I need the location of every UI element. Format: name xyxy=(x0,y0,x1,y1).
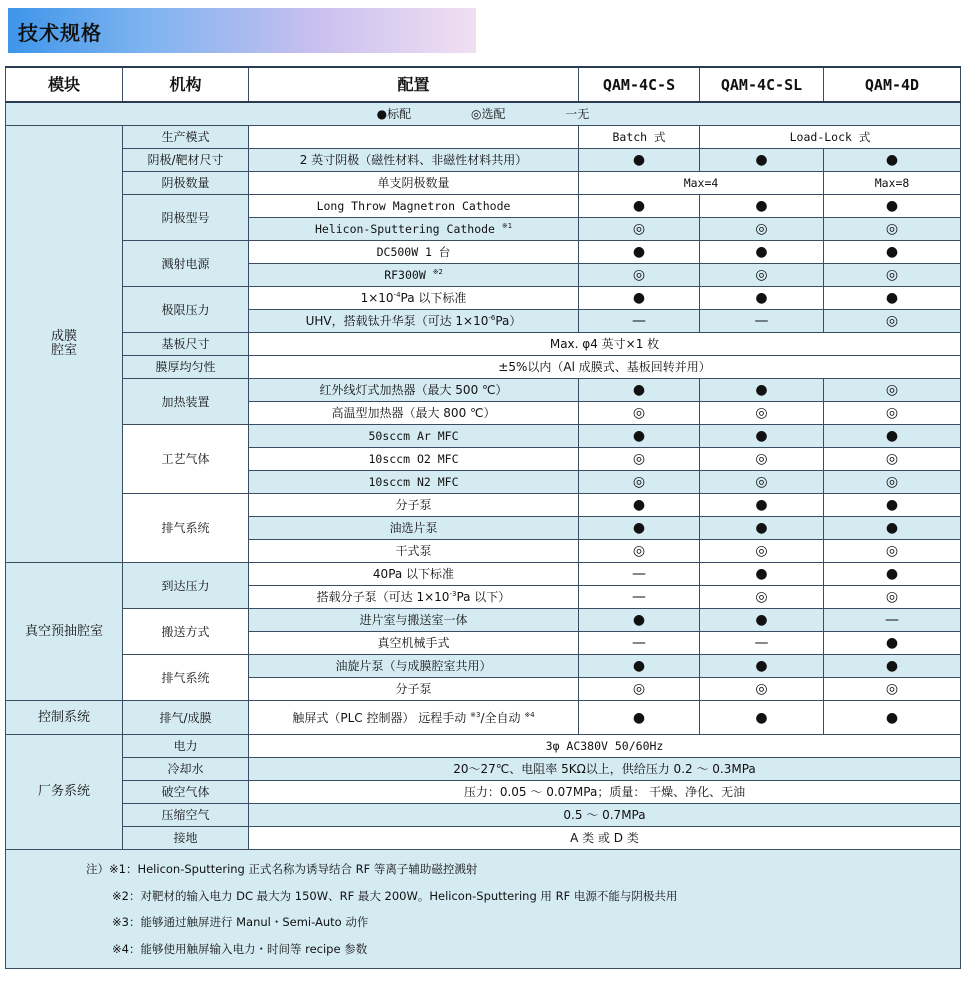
mech-label: 生产模式 xyxy=(123,126,249,149)
table-row xyxy=(6,172,961,195)
value-cell: ● xyxy=(579,517,700,540)
table-row xyxy=(6,827,961,850)
value-cell: Max=4 xyxy=(579,172,824,195)
value-cell: ◎ xyxy=(824,586,961,609)
value-cell: ● xyxy=(579,425,700,448)
note-4: ※4：能够使用触屏输入电力・时间等 recipe 参数 xyxy=(112,941,368,956)
value-cell: — xyxy=(579,310,700,333)
section-title: 技术规格 xyxy=(18,21,102,45)
config-text: Helicon-Sputtering Cathode xyxy=(314,222,495,236)
value-cell: ◎ xyxy=(824,379,961,402)
config-text: /全自动 xyxy=(480,710,521,725)
table-row xyxy=(6,609,961,632)
mech-label: 破空气体 xyxy=(123,781,249,804)
value-cell: ◎ xyxy=(700,586,824,609)
value-cell: ● xyxy=(824,563,961,586)
config-cell: 压力：0.05 ～ 0.07MPa；质量： 干燥、净化、无油 xyxy=(249,781,961,804)
value-cell: ● xyxy=(700,609,824,632)
value-cell: ● xyxy=(700,241,824,264)
exponent: -4 xyxy=(393,291,401,299)
value-cell: ● xyxy=(824,195,961,218)
mech-label: 阴极型号 xyxy=(123,195,249,241)
group-facility: 厂务系统 xyxy=(6,735,123,850)
value-cell: ◎ xyxy=(700,448,824,471)
config-cell xyxy=(249,586,579,609)
value-cell: ● xyxy=(579,287,700,310)
value-cell: ◎ xyxy=(824,264,961,287)
legend xyxy=(6,102,961,126)
table-row xyxy=(6,563,961,586)
note-2: ※2：对靶材的输入电力 DC 最大为 150W、RF 最大 200W。Helicon-Sputtering 用 RF 电源不能与阴极共用 xyxy=(112,888,678,903)
value-cell: ● xyxy=(579,655,700,678)
config-cell: 分子泵 xyxy=(249,494,579,517)
value-cell: ◎ xyxy=(824,678,961,701)
footnote-ref: ※1 xyxy=(501,222,513,230)
value-cell: ◎ xyxy=(824,471,961,494)
mech-label: 加热装置 xyxy=(123,379,249,425)
header-config: 配置 xyxy=(249,67,579,102)
value-cell: ◎ xyxy=(824,540,961,563)
value-cell: ● xyxy=(579,195,700,218)
mech-label: 压缩空气 xyxy=(123,804,249,827)
value-cell: ◎ xyxy=(579,540,700,563)
value-cell: Batch 式 xyxy=(579,126,700,149)
mech-label: 阴极数量 xyxy=(123,172,249,195)
config-cell: Long Throw Magnetron Cathode xyxy=(249,195,579,218)
footnote-ref: ※4 xyxy=(524,710,535,719)
value-cell: ◎ xyxy=(579,402,700,425)
mech-label: 搬送方式 xyxy=(123,609,249,655)
mech-label: 电力 xyxy=(123,735,249,758)
value-cell: ◎ xyxy=(824,218,961,241)
value-cell: ◎ xyxy=(579,448,700,471)
config-cell: 进片室与搬送室一体 xyxy=(249,609,579,632)
legend-standard: ●标配 xyxy=(376,107,412,121)
value-cell: ◎ xyxy=(579,218,700,241)
mech-label: 溅射电源 xyxy=(123,241,249,287)
footnote-ref: ※2 xyxy=(432,268,443,276)
config-text: RF300W xyxy=(384,268,426,282)
config-cell: A 类 或 D 类 xyxy=(249,827,961,850)
value-cell: ● xyxy=(700,425,824,448)
mech-label: 基板尺寸 xyxy=(123,333,249,356)
value-cell: ● xyxy=(700,149,824,172)
value-cell: — xyxy=(579,632,700,655)
mech-label: 膜厚均匀性 xyxy=(123,356,249,379)
value-cell: ● xyxy=(824,287,961,310)
header-mechanism: 机构 xyxy=(123,67,249,102)
value-cell: ● xyxy=(700,655,824,678)
value-cell: ◎ xyxy=(824,448,961,471)
value-cell: ◎ xyxy=(700,678,824,701)
value-cell: ● xyxy=(700,563,824,586)
table-row xyxy=(6,425,961,448)
table-row xyxy=(6,758,961,781)
config-cell: 10sccm O2 MFC xyxy=(249,448,579,471)
mech-label: 冷却水 xyxy=(123,758,249,781)
value-cell: ◎ xyxy=(579,264,700,287)
table-row xyxy=(6,655,961,678)
mech-label: 排气系统 xyxy=(123,655,249,701)
value-cell: ◎ xyxy=(700,264,824,287)
value-cell: Load-Lock 式 xyxy=(700,126,961,149)
header-model-4c-sl: QAM-4C-SL xyxy=(700,67,824,102)
table-row xyxy=(6,195,961,218)
config-cell: 干式泵 xyxy=(249,540,579,563)
value-cell: — xyxy=(579,586,700,609)
footnote-ref: ※3 xyxy=(470,710,481,719)
table-row xyxy=(6,735,961,758)
value-cell: ● xyxy=(579,701,700,735)
config-text: Pa 以下） xyxy=(456,590,511,604)
value-cell: ● xyxy=(824,241,961,264)
value-cell: ◎ xyxy=(700,218,824,241)
table-row xyxy=(6,241,961,264)
value-cell: ● xyxy=(700,379,824,402)
value-cell: ● xyxy=(824,494,961,517)
value-cell: ● xyxy=(824,655,961,678)
notes-row xyxy=(6,850,961,969)
config-cell: 红外线灯式加热器（最大 500 ℃） xyxy=(249,379,579,402)
value-cell: ◎ xyxy=(700,471,824,494)
mech-label: 极限压力 xyxy=(123,287,249,333)
config-cell: 20～27℃、电阻率 5KΩ以上，供给压力 0.2 ～ 0.3MPa xyxy=(249,758,961,781)
value-cell: ● xyxy=(579,379,700,402)
table-row xyxy=(6,804,961,827)
value-cell: ● xyxy=(824,425,961,448)
config-text: UHV，搭载钛升华泵（可达 1×10 xyxy=(305,314,489,328)
table-row xyxy=(6,356,961,379)
value-cell: ● xyxy=(700,517,824,540)
group-film-chamber-line1: 成膜 xyxy=(50,329,77,344)
value-cell: ● xyxy=(824,632,961,655)
mech-label: 排气系统 xyxy=(123,494,249,563)
config-cell: ±5%以内（Al 成膜式、基板回转并用） xyxy=(249,356,961,379)
mech-label: 接地 xyxy=(123,827,249,850)
config-text: 触屏式（PLC 控制器） 远程手动 xyxy=(292,710,467,725)
mech-label: 工艺气体 xyxy=(123,425,249,494)
config-cell: 高温型加热器（最大 800 ℃） xyxy=(249,402,579,425)
config-text: Pa） xyxy=(495,314,522,328)
value-cell: ● xyxy=(579,494,700,517)
note-3: ※3：能够通过触屏进行 Manul・Semi-Auto 动作 xyxy=(112,915,369,929)
config-cell: 50sccm Ar MFC xyxy=(249,425,579,448)
legend-optional: ◎选配 xyxy=(470,107,506,121)
value-cell: ● xyxy=(700,701,824,735)
note-1: 注）※1：Helicon-Sputtering 正式名称为诱导结合 RF 等离子辅助磁控溅射 xyxy=(86,862,478,876)
value-cell: ● xyxy=(579,609,700,632)
config-cell: 10sccm N2 MFC xyxy=(249,471,579,494)
value-cell: ● xyxy=(700,195,824,218)
value-cell: ◎ xyxy=(824,310,961,333)
group-film-chamber xyxy=(6,126,123,563)
config-cell: 油选片泵 xyxy=(249,517,579,540)
group-vacuum-chamber: 真空预抽腔室 xyxy=(6,563,123,701)
value-cell: ◎ xyxy=(700,402,824,425)
table-row xyxy=(6,701,961,735)
config-text: 搭载分子泵（可达 1×10 xyxy=(316,590,450,604)
value-cell: ● xyxy=(824,701,961,735)
table-row xyxy=(6,379,961,402)
value-cell: ◎ xyxy=(579,471,700,494)
config-cell: 油旋片泵（与成膜腔室共用） xyxy=(249,655,579,678)
header-model-4d: QAM-4D xyxy=(824,67,961,102)
config-cell: DC500W 1 台 xyxy=(249,241,579,264)
config-cell: 单支阴极数量 xyxy=(249,172,579,195)
group-film-chamber-line2: 腔室 xyxy=(50,343,77,358)
header-module: 模块 xyxy=(6,67,123,102)
exponent: -6 xyxy=(488,314,496,322)
section-title-banner xyxy=(8,8,476,53)
table-row xyxy=(6,126,961,149)
config-cell xyxy=(249,287,579,310)
value-cell: ● xyxy=(579,149,700,172)
value-cell: Max=8 xyxy=(824,172,961,195)
mech-label: 排气/成膜 xyxy=(123,701,249,735)
config-cell: 真空机械手式 xyxy=(249,632,579,655)
table-row xyxy=(6,149,961,172)
config-text: Pa 以下标准 xyxy=(400,291,467,305)
value-cell: ◎ xyxy=(700,540,824,563)
spec-table xyxy=(5,66,961,969)
value-cell: — xyxy=(700,310,824,333)
header-model-4c-s: QAM-4C-S xyxy=(579,67,700,102)
notes xyxy=(6,850,961,969)
config-cell: 分子泵 xyxy=(249,678,579,701)
value-cell: — xyxy=(824,609,961,632)
config-cell: 3φ AC380V 50/60Hz xyxy=(249,735,961,758)
mech-label: 到达压力 xyxy=(123,563,249,609)
value-cell: ● xyxy=(824,517,961,540)
value-cell: ◎ xyxy=(824,402,961,425)
group-control: 控制系统 xyxy=(6,701,123,735)
value-cell: — xyxy=(700,632,824,655)
config-text: 1×10 xyxy=(360,291,394,305)
config-cell xyxy=(249,310,579,333)
config-cell xyxy=(249,701,579,735)
config-cell xyxy=(249,218,579,241)
exponent: -3 xyxy=(449,590,457,598)
legend-row xyxy=(6,102,961,126)
table-row xyxy=(6,333,961,356)
config-cell: 0.5 ～ 0.7MPa xyxy=(249,804,961,827)
value-cell: ● xyxy=(700,494,824,517)
value-cell: ● xyxy=(579,241,700,264)
table-row xyxy=(6,494,961,517)
value-cell: ● xyxy=(824,149,961,172)
config-cell: 2 英寸阴极（磁性材料、非磁性材料共用） xyxy=(249,149,579,172)
legend-none: 一无 xyxy=(565,107,590,121)
mech-label: 阴极/靶材尺寸 xyxy=(123,149,249,172)
config-cell xyxy=(249,264,579,287)
value-cell: ● xyxy=(700,287,824,310)
value-cell: ◎ xyxy=(579,678,700,701)
table-row xyxy=(6,781,961,804)
config-cell: 40Pa 以下标准 xyxy=(249,563,579,586)
config-cell: Max. φ4 英寸×1 枚 xyxy=(249,333,961,356)
value-cell: — xyxy=(579,563,700,586)
header-row xyxy=(6,67,961,102)
config-cell xyxy=(249,126,579,149)
table-row xyxy=(6,287,961,310)
